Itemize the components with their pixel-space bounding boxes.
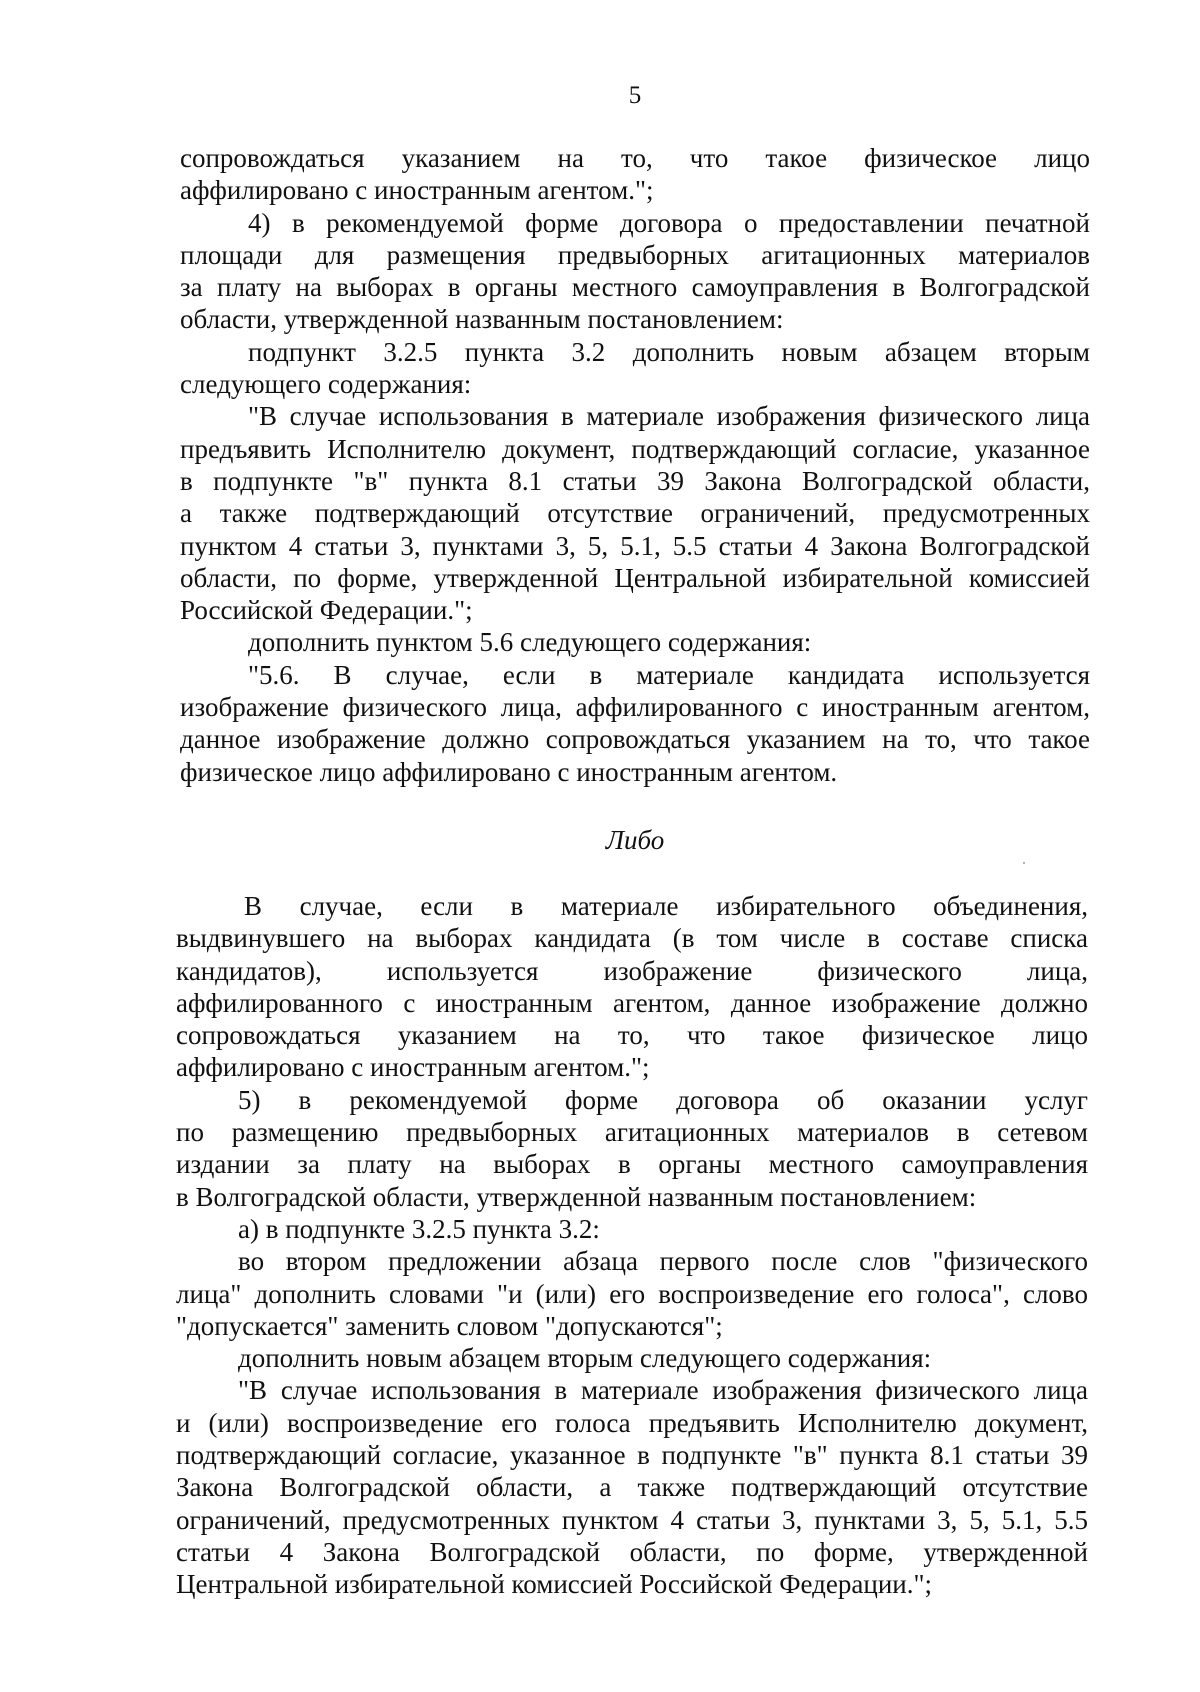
text-line: физическое лицо аффилировано с иностранным агентом. — [180, 756, 838, 787]
text-line: области, утвержденной названным постановлением: — [180, 304, 784, 335]
text-line: пунктом 4 статьи 3, пунктами 3, 5, 5.1, 5.5 статьи 4 Закона Волгоградской — [180, 530, 1090, 561]
text-line: Центральной избирательной комиссией Российской Федерации."; — [176, 1569, 932, 1600]
text-line: и (или) воспроизведение его голоса предъявить Исполнителю документ, — [176, 1407, 1088, 1438]
text-line: а также подтверждающий отсутствие ограничений, предусмотренных — [180, 498, 1090, 529]
text-line: аффилировано с иностранным агентом."; — [180, 175, 654, 206]
text-line: В случае, если в материале избирательного объединения, — [244, 891, 1088, 921]
text-block-2 — [176, 890, 1088, 1601]
text-line: дополнить новым абзацем вторым следующего содержания: — [238, 1343, 932, 1374]
text-line: Закона Волгоградской области, а также подтверждающий отсутствие — [176, 1472, 1088, 1503]
scan-speck — [1023, 862, 1025, 864]
text-line: 4) в рекомендуемой форме договора о предоставлении печатной — [248, 207, 1090, 238]
text-line: площади для размещения предвыборных агитационных материалов — [180, 239, 1090, 270]
text-line: области, по форме, утвержденной Центральной избирательной комиссией — [180, 562, 1090, 593]
text-line: "5.6. В случае, если в материале кандидата используется — [248, 659, 1090, 690]
page-number: 5 — [628, 82, 642, 109]
text-line: 5) в рекомендуемой форме договора об оказании услуг — [238, 1084, 1088, 1115]
text-line: сопровождаться указанием на то, что такое физическое лицо — [180, 143, 1090, 173]
text-line: данное изображение должно сопровождаться указанием на то, что такое — [180, 724, 1090, 755]
text-line: выдвинувшего на выборах кандидата (в том числе в составе списка — [176, 923, 1088, 954]
text-line: статьи 4 Закона Волгоградской области, по форме, утвержденной — [176, 1536, 1088, 1567]
alternative-separator: Либо — [605, 825, 665, 855]
text-line: предъявить Исполнителю документ, подтверждающий согласие, указанное — [180, 433, 1090, 464]
text-line: кандидатов), используется изображение физического лица, — [176, 955, 1088, 986]
text-line: "В случае использования в материале изображения физического лица — [238, 1375, 1088, 1406]
text-line: следующего содержания: — [180, 369, 472, 400]
text-line: лица" дополнить словами "и (или) его воспроизведение его голоса", слово — [176, 1278, 1088, 1309]
text-line: аффилировано с иностранным агентом."; — [176, 1052, 650, 1083]
text-line: во втором предложении абзаца первого после слов "физического — [238, 1246, 1088, 1277]
text-line: дополнить пунктом 5.6 следующего содержания: — [248, 627, 812, 658]
text-line: Российской Федерации."; — [180, 595, 473, 626]
text-line: "В случае использования в материале изображения физического лица — [248, 401, 1090, 432]
text-line: а) в подпункте 3.2.5 пункта 3.2: — [238, 1213, 600, 1244]
text-line: в подпункте "в" пункта 8.1 статьи 39 Закона Волгоградской области, — [180, 465, 1090, 496]
text-line: за плату на выборах в органы местного самоуправления в Волгоградской — [180, 272, 1090, 303]
text-line: по размещению предвыборных агитационных материалов в сетевом — [176, 1117, 1088, 1148]
text-line: в Волгоградской области, утвержденной названным постановлением: — [176, 1181, 977, 1212]
text-line: подпункт 3.2.5 пункта 3.2 дополнить новым абзацем вторым — [248, 336, 1090, 367]
text-line: аффилированного с иностранным агентом, данное изображение должно — [176, 987, 1088, 1018]
text-line: "допускается" заменить словом "допускаются"; — [176, 1310, 723, 1341]
text-line: подтверждающий согласие, указанное в подпункте "в" пункта 8.1 статьи 39 — [176, 1440, 1088, 1471]
text-line: изображение физического лица, аффилированного с иностранным агентом, — [180, 692, 1090, 723]
text-line: сопровождаться указанием на то, что такое физическое лицо — [176, 1020, 1088, 1051]
text-line: издании за плату на выборах в органы местного самоуправления — [176, 1149, 1088, 1180]
text-block-1 — [180, 142, 1090, 788]
text-line: ограничений, предусмотренных пунктом 4 статьи 3, пунктами 3, 5, 5.1, 5.5 — [176, 1504, 1088, 1535]
